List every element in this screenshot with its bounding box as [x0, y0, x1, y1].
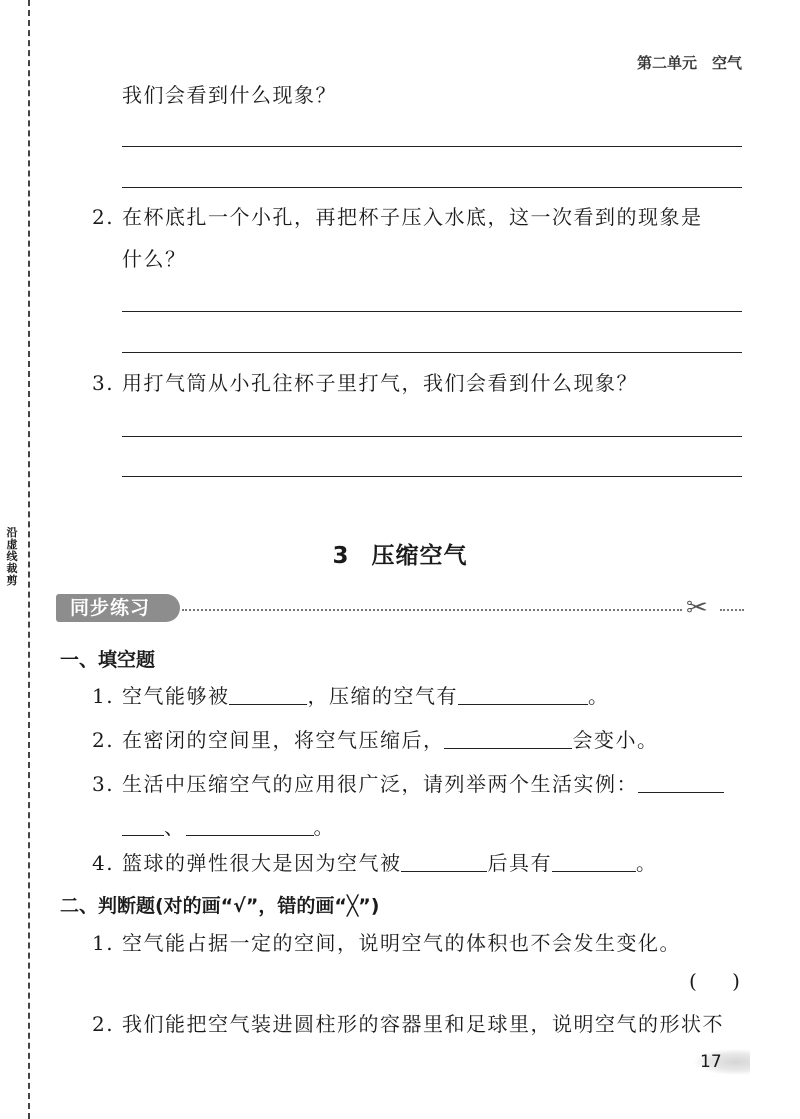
- fill-q4-text-b: 后具有: [487, 851, 552, 875]
- banner-dotted-line-end: [720, 609, 744, 611]
- answer-line: [122, 146, 742, 147]
- fill-q3-text-a: 3. 生活中压缩空气的应用很广泛，请列举两个生活实例：: [92, 772, 638, 796]
- answer-blank[interactable]: [552, 851, 636, 872]
- question-2-line2: 什么？: [122, 247, 187, 271]
- question-1-tail: 我们会看到什么现象？: [122, 83, 337, 107]
- section-title-fill-blank: 一、填空题: [60, 649, 156, 671]
- page-number: 17: [694, 1049, 750, 1075]
- answer-blank[interactable]: [122, 815, 164, 836]
- answer-blank[interactable]: [638, 772, 724, 793]
- fill-q4-text-c: 。: [635, 851, 658, 875]
- answer-blank[interactable]: [444, 728, 572, 749]
- section-title-true-false: 二、判断题(对的画“√”，错的画“╳”): [60, 895, 380, 917]
- banner-dotted-line: [182, 609, 682, 611]
- answer-blank[interactable]: [401, 851, 487, 872]
- answer-line: [122, 436, 742, 437]
- fill-q2-text-b: 会变小。: [572, 728, 659, 752]
- question-3: 3. 用打气筒从小孔往杯子里打气，我们会看到什么现象？: [92, 371, 638, 395]
- answer-blank[interactable]: [229, 684, 307, 705]
- answer-line: [122, 352, 742, 353]
- answer-parentheses[interactable]: ( ): [688, 969, 742, 993]
- lesson-title: [0, 537, 800, 570]
- unit-header: 第二单元 空气: [636, 54, 742, 72]
- answer-line: [122, 187, 742, 188]
- fill-q3-text-b: 、: [164, 815, 186, 839]
- fill-question-1: [92, 683, 609, 709]
- lesson-name: 压缩空气: [371, 543, 468, 569]
- judge-question-2: 2. 我们能把空气装进圆柱形的容器里和足球里，说明空气的形状不: [92, 1012, 724, 1036]
- answer-line: [122, 311, 742, 312]
- lesson-number: 3: [332, 543, 350, 569]
- fill-q3-text-c: 。: [313, 815, 335, 839]
- fill-q1-text-b: ，压缩的空气有: [307, 684, 458, 708]
- fill-question-2: [92, 727, 658, 753]
- fill-q1-text-a: 1. 空气能够被: [92, 684, 230, 708]
- judge-question-1: 1. 空气能占据一定的空间，说明空气的体积也不会发生变化。: [92, 931, 681, 955]
- fill-q2-text-a: 2. 在密闭的空间里，将空气压缩后，: [92, 728, 445, 752]
- fill-question-4: [92, 850, 657, 876]
- fill-q1-text-c: 。: [587, 684, 610, 708]
- scissors-icon: ✂: [686, 593, 708, 623]
- practice-banner-label: 同步练习: [70, 597, 151, 619]
- answer-blank[interactable]: [186, 815, 314, 836]
- question-2-line1: 2. 在杯底扎一个小孔，再把杯子压入水底，这一次看到的现象是: [92, 205, 703, 229]
- answer-blank[interactable]: [458, 684, 588, 705]
- fill-question-3-cont: [122, 814, 335, 840]
- fill-q4-text-a: 4. 篮球的弹性很大是因为空气被: [92, 851, 402, 875]
- fill-question-3: [92, 771, 724, 797]
- answer-line: [122, 476, 742, 477]
- cut-instruction: 沿虚线裁剪: [6, 526, 18, 587]
